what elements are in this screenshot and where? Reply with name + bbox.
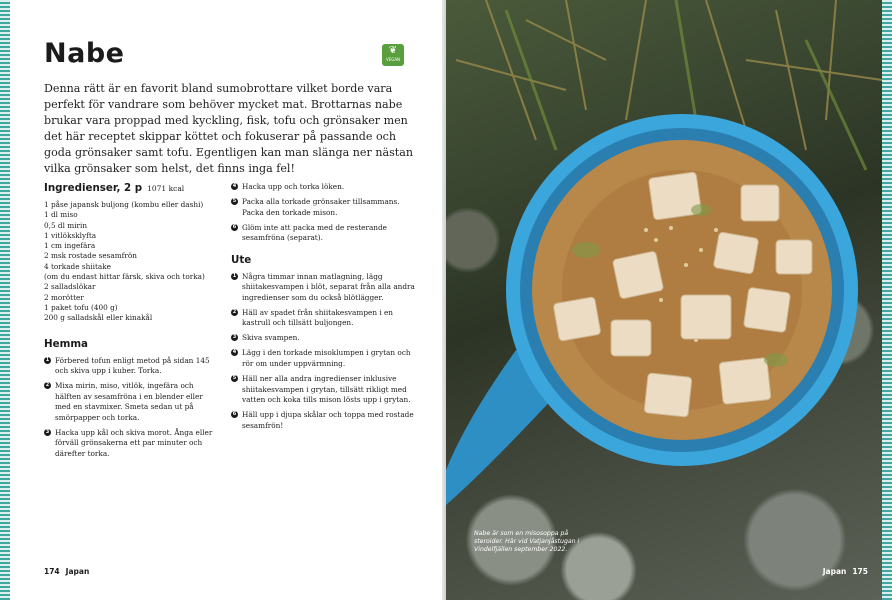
- ingredient-item: 1 vitlöksklyfta: [44, 230, 97, 240]
- ingredient-item: 2 salladslökar: [44, 282, 96, 292]
- right-page-footer: [823, 567, 868, 576]
- ingredient-list: [44, 200, 219, 324]
- step-item: 3 Hacka upp kål och skiva morot. Ånga eller förväll grönsakerna ett par minuter och därefter torka.: [45, 427, 213, 458]
- steps-column: [231, 182, 416, 436]
- step-number-icon: 3: [232, 334, 237, 341]
- step-item: 3 Skiva svampen.: [232, 333, 300, 343]
- hemma-steps: [44, 356, 219, 460]
- step-number-icon: 6: [232, 411, 237, 418]
- ingredients-heading: Ingredienser, 2 p 1071 kcal: [44, 182, 185, 194]
- ingredient-item: 2 morötter: [44, 292, 84, 302]
- hemma-steps-continued: [231, 182, 416, 244]
- ute-steps: [231, 272, 416, 431]
- step-number-icon: 1: [232, 272, 237, 279]
- step-number-icon: 5: [232, 198, 237, 205]
- section-name: Japan: [65, 567, 90, 576]
- section-name: Japan: [822, 567, 847, 576]
- step-item: 5 Häll ner alla andra ingredienser inklusive shiitakesvampen i grytan, tillsätt rikligt med vatten och koka tills mison lösts upp i grytan.: [232, 374, 411, 405]
- ute-heading: Ute: [231, 253, 252, 266]
- ingredient-item: (om du endast hittar färsk, skiva och torka): [44, 272, 205, 282]
- ingredient-item: 1 paket tofu (400 g): [44, 302, 118, 312]
- nabe-pot-photo: [446, 0, 882, 600]
- ingredient-item: 1 påse japansk buljong (kombu eller dashi): [44, 200, 204, 209]
- step-number-icon: 3: [45, 428, 50, 435]
- page-number: 174: [44, 567, 60, 576]
- step-item: 2 Mixa mirin, miso, vitlök, ingefära och hälften av sesamfröna i en blender eller med en stavmixer. Smeta sedan ut på smörpapper och torka.: [45, 381, 203, 422]
- step-number-icon: 5: [232, 375, 237, 382]
- ingredient-item: 1 cm ingefära: [44, 241, 96, 251]
- recipe-intro: Denna rätt är en favorit bland sumobrottare vilket borde vara perfekt för vandrare som behöver mycket mat. Brottarnas nabe brukar vara proppad med kyckling, fisk, tofu och grönsaker men det här receptet skippar köttet och fokuserar på passande och goda grönsaker samt tofu. Egentligen kan man slänga ner nästan vilka grönsaker som helst, det finns inga fel!: [44, 82, 413, 175]
- vegan-badge-label: VEGAN: [385, 57, 401, 62]
- ingredient-item: 4 torkade shiitake: [44, 261, 111, 271]
- step-number-icon: 1: [45, 356, 50, 363]
- step-item: 4 Lägg i den torkade misoklumpen i grytan och rör om under uppvärmning.: [232, 348, 411, 368]
- step-item: 1 Förbered tofun enligt metod på sidan 145 och skiva upp i kuber. Torka.: [45, 355, 210, 376]
- ingredient-item: 0,5 dl mirin: [44, 220, 88, 230]
- step-item: 5 Packa alla torkade grönsaker tillsammans. Packa den torkade mison.: [232, 197, 400, 217]
- step-item: 1 Några timmar innan matlagning, lägg shiitakesvampen i blöt, separat från alla andra ingredienser som du också blötlägger.: [232, 271, 415, 302]
- left-page: [10, 0, 442, 600]
- step-item: 2 Häll av spadet från shiitakesvampen i en kastrull och tillsätt buljongen.: [232, 307, 394, 328]
- step-number-icon: 4: [232, 183, 237, 189]
- photo-caption: Nabe är som en misosoppa på steroider. Här vid Vatjanjåstugan i Vindelfjällen september 2022.: [474, 530, 580, 553]
- ingredient-item: 200 g salladskål eller kinakål: [44, 313, 153, 323]
- step-item: 6 Glöm inte att packa med de resterande sesamfröna (separat).: [232, 222, 387, 243]
- step-number-icon: 4: [232, 349, 237, 356]
- left-edge-stripe: [0, 0, 10, 600]
- ingredient-item: 1 dl miso: [44, 210, 78, 220]
- right-edge-stripe: [882, 0, 892, 600]
- step-number-icon: 2: [45, 382, 50, 389]
- kcal-value: 1071 kcal: [147, 184, 185, 193]
- right-page-photo: [446, 0, 882, 600]
- page-number: 175: [852, 567, 868, 576]
- recipe-title: Nabe: [44, 38, 125, 69]
- ingredient-item: 2 msk rostade sesamfrön: [44, 251, 137, 261]
- ingredients-column: [44, 182, 219, 464]
- step-item: 6 Häll upp i djupa skålar och toppa med rostade sesamfrön!: [232, 410, 414, 430]
- step-number-icon: 6: [232, 223, 237, 230]
- step-number-icon: 2: [232, 308, 237, 315]
- left-page-footer: [44, 567, 89, 576]
- hemma-heading: Hemma: [44, 337, 89, 350]
- step-item: 4 Hacka upp och torka löken.: [232, 182, 345, 191]
- vegan-badge-icon: ❦ VEGAN: [382, 44, 404, 66]
